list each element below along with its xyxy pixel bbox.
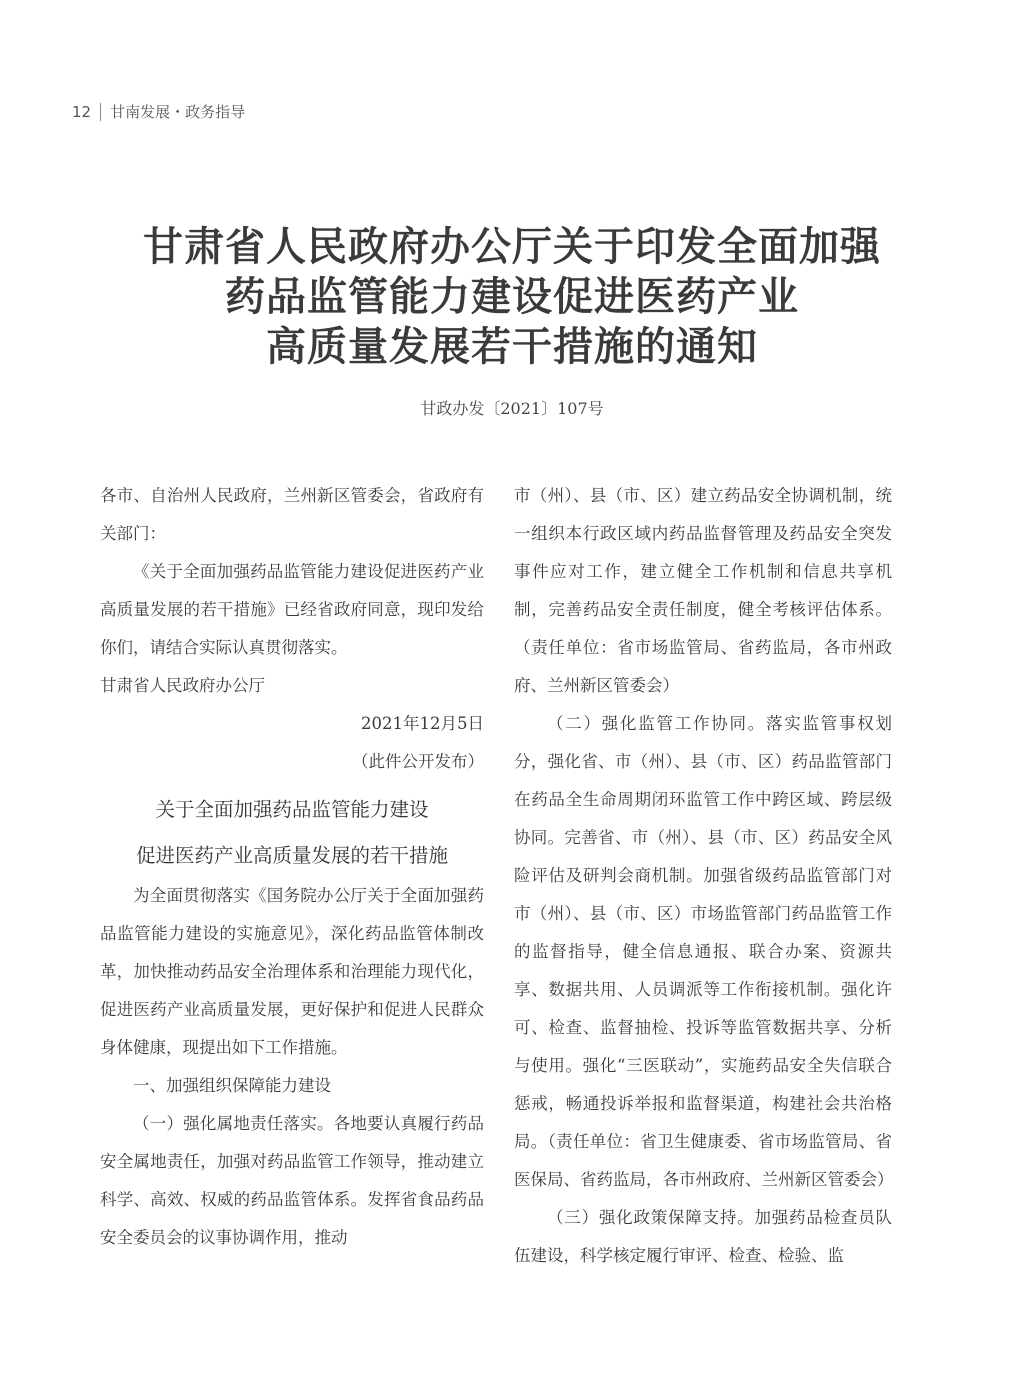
measure-3: （三）强化政策保障支持。加强药品检查员队伍建设，科学核定履行审评、检查、检验、监 xyxy=(514,1208,892,1265)
running-header xyxy=(72,101,245,122)
header-divider xyxy=(100,103,101,121)
measure-2: （二）强化监管工作协同。落实监管事权划分，强化省、市（州）、县（市、区）药品监管部门在药品全生命周期闭环监管工作中跨区域、跨层级协同。完善省、市（州）、县（市、区）药品安全风险评估及研判会商机制。加强省级药品监管部门对市（州）、县（市、区）市场监管部门药品监管工作的监督指导，健全信息通报、联合办案、资源共享、数据共用、人员调派等工作衔接机制。强化许可、检查、监督抽检、投诉等监管数据共享、分析与使用。强化“三医联动”，实施药品安全失信联合惩戒，畅通投诉举报和监督渠道，构建社会共治格局。（责任单位：省卫生健康委、省市场监管局、省医保局、省药监局，各市州政府、兰州新区管委会） xyxy=(514,714,894,1189)
title-line-1: 甘肃省人民政府办公厅关于印发全面加强 xyxy=(143,223,881,270)
addressee: 各市、自治州人民政府，兰州新区管委会，省政府有关部门： xyxy=(100,486,484,543)
measure-1: （一）强化属地责任落实。各地要认真履行药品安全属地责任，加强对药品监管工作领导，推动建立科学、高效、权威的药品监管体系。发挥省食品药品安全委员会的议事协调作用，推动 xyxy=(100,1114,484,1247)
measure-1-continued: 市（州）、县（市、区）建立药品安全协调机制，统一组织本行政区域内药品监督管理及药品安全突发事件应对工作，建立健全工作机制和信息共享机制，完善药品安全责任制度，健全考核评估体系。（责任单位：省市场监管局、省药监局，各市州政府、兰州新区管委会） xyxy=(514,486,892,695)
issuer: 甘肃省人民政府办公厅 xyxy=(100,676,265,695)
document-number: 甘政办发〔2021〕107号 xyxy=(420,399,604,418)
measures-subtitle-line-2: 促进医药产业高质量发展的若干措施 xyxy=(135,844,448,867)
page-number: 12 xyxy=(72,102,92,121)
right-column xyxy=(514,477,892,1275)
title-line-2: 药品监管能力建设促进医药产业 xyxy=(225,273,799,320)
measures-subtitle-line-1: 关于全面加强药品监管能力建设 xyxy=(155,798,429,821)
issue-date: 2021年12月5日 xyxy=(361,714,484,733)
journal-section: 甘南发展・政务指导 xyxy=(110,103,246,121)
notice-intro: 《关于全面加强药品监管能力建设促进医药产业高质量发展的若干措施》已经省政府同意，现印发给你们，请结合实际认真贯彻落实。 xyxy=(100,562,484,657)
publish-note: （此件公开发布） xyxy=(352,752,484,771)
document-title xyxy=(0,222,1024,372)
left-column xyxy=(100,477,484,1257)
section-1-heading: 一、加强组织保障能力建设 xyxy=(133,1076,331,1095)
title-line-3: 高质量发展若干措施的通知 xyxy=(266,323,758,370)
preamble: 为全面贯彻落实《国务院办公厅关于全面加强药品监管能力建设的实施意见》，深化药品监管体制改革，加快推动药品安全治理体系和治理能力现代化，促进医药产业高质量发展，更好保护和促进人民群众身体健康，现提出如下工作措施。 xyxy=(100,886,484,1057)
